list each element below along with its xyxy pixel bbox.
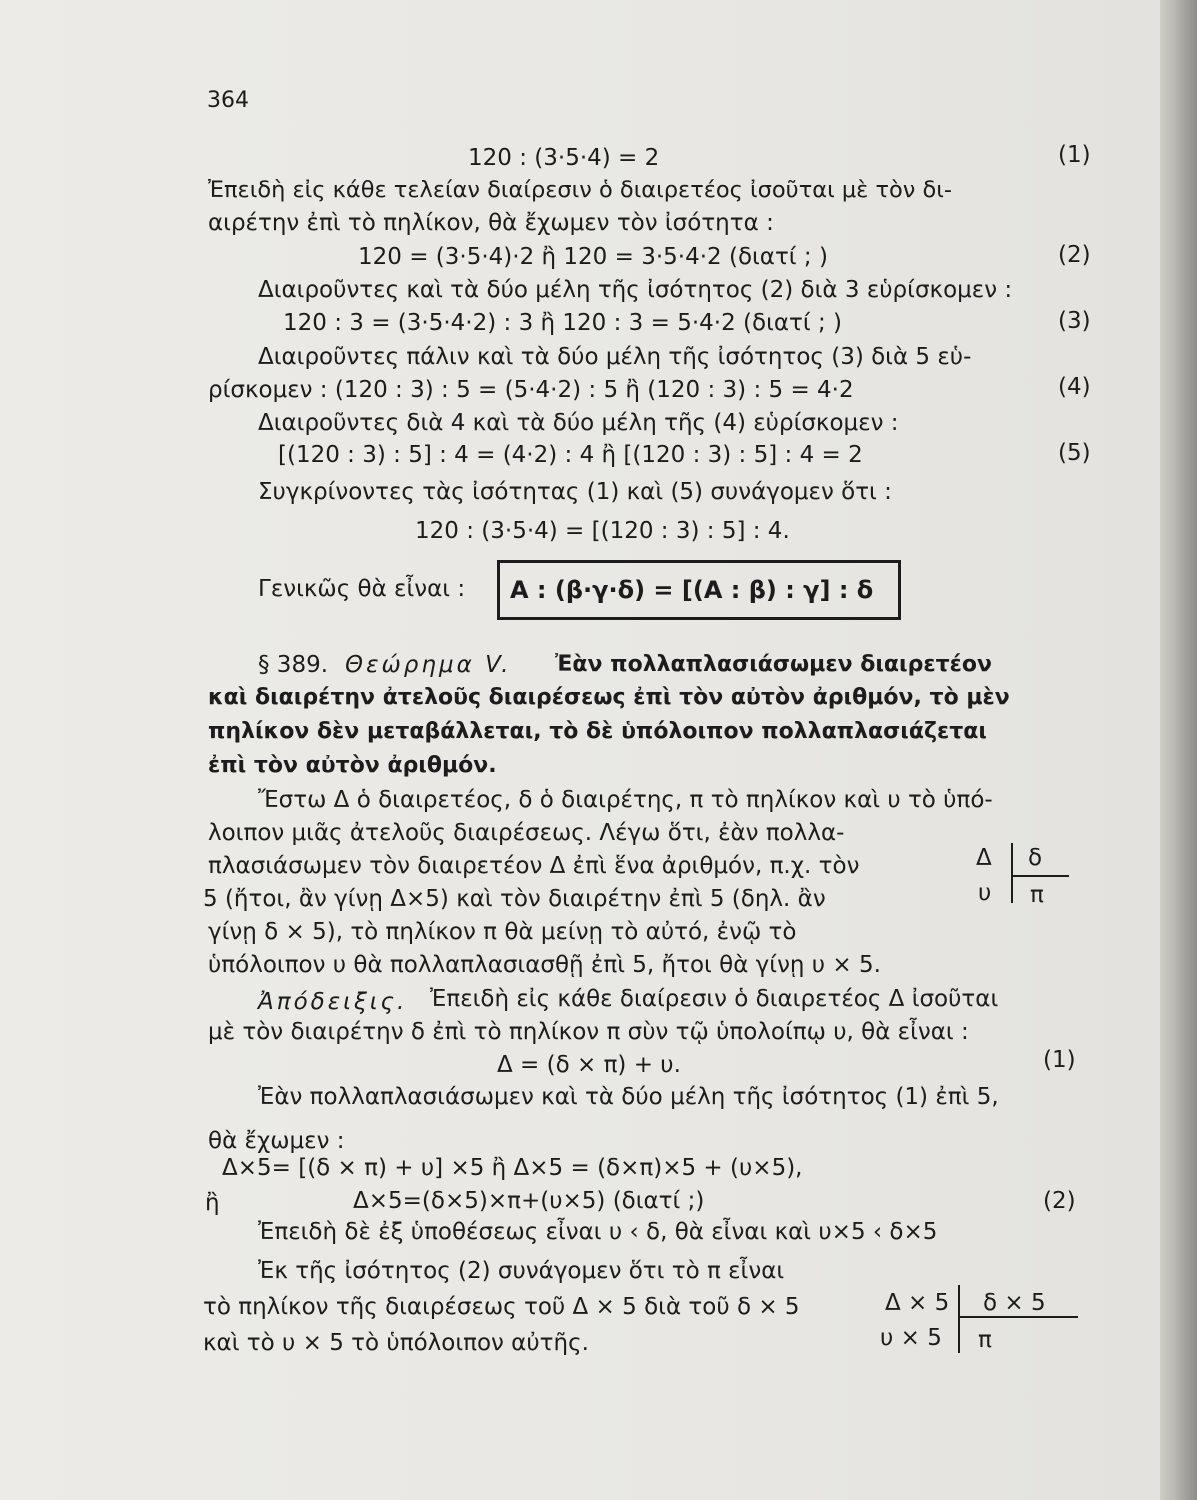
scheme2-divisor: δ × 5	[983, 1290, 1046, 1316]
equation-number-2: (2)	[1058, 242, 1091, 268]
scheme-horizontal-rule	[1011, 875, 1069, 877]
page-number: 364	[207, 88, 249, 113]
scheme-divisor: δ	[1028, 845, 1043, 871]
equation-number-5: (5)	[1058, 440, 1091, 466]
scheme-remainder: υ	[978, 880, 992, 906]
text-line: Ἐπειδὴ δὲ ἐξ ὑποθέσεως εἶναι υ ‹ δ, θὰ εἶναι καὶ υ×5 ‹ δ×5	[258, 1219, 938, 1245]
text-line: τὸ πηλίκον τῆς διαιρέσεως τοῦ Δ × 5 διὰ τοῦ δ × 5	[203, 1294, 800, 1320]
text-line: Ἐπειδὴ εἰς κάθε διαίρεσιν ὁ διαιρετέος Δ ἰσοῦται	[430, 986, 999, 1012]
text-line: Διαιροῦντες διὰ 4 καὶ τὰ δύο μέλη τῆς (4) εὑρίσκομεν :	[258, 410, 899, 436]
text-line: ὑπόλοιπον υ θὰ πολλαπλασιασθῇ ἐπὶ 5, ἤτοι θὰ γίνῃ υ × 5.	[208, 952, 881, 978]
page-edge-shadow	[1160, 0, 1197, 1500]
text-line: λοιπον μιᾶς ἀτελοῦς διαιρέσεως. Λέγω ὅτι, ἐὰν πολλα-	[208, 820, 845, 846]
scheme2-quotient: π	[978, 1327, 992, 1353]
text-line: Ἐκ τῆς ἰσότητος (2) συνάγομεν ὅτι τὸ π εἶναι	[258, 1258, 785, 1284]
equation-number-4: (4)	[1058, 374, 1091, 400]
text-line: Ἐπειδὴ εἰς κάθε τελείαν διαίρεσιν ὁ διαιρετέος ἰσοῦται μὲ τὸν δι-	[208, 177, 952, 203]
equation-line-7: Δ = (δ × π) + υ.	[497, 1052, 681, 1078]
scheme2-vertical-rule	[958, 1285, 960, 1353]
proof-label: Ἀπόδειξις.	[258, 989, 408, 1015]
theorem-text: πηλίκον δὲν μεταβάλλεται, τὸ δὲ ὑπόλοιπον πολλαπλασιάζεται	[208, 719, 987, 744]
equation-number-1b: (1)	[1043, 1047, 1076, 1073]
text-line: μὲ τὸν διαιρέτην δ ἐπὶ τὸ πηλίκον π σὺν τῷ ὑπολοίπῳ υ, θὰ εἶναι :	[208, 1019, 969, 1045]
theorem-text: Ἐὰν πολλαπλασιάσωμεν διαιρετέον	[555, 652, 992, 677]
text-line: γίνῃ δ × 5), τὸ πηλίκον π θὰ μείνῃ τὸ αὐτό, ἐνῷ τὸ	[208, 919, 797, 945]
text-line: πλασιάσωμεν τὸν διαιρετέον Δ ἐπὶ ἕνα ἀριθμόν, π.χ. τὸν	[208, 853, 860, 879]
text-line: Γενικῶς θὰ εἶναι :	[258, 576, 466, 602]
boxed-formula-text: Α : (β·γ·δ) = [(Α : β) : γ] : δ	[510, 576, 874, 604]
text-line: 5 (ἤτοι, ἂν γίνῃ Δ×5) καὶ τὸν διαιρέτην ἐπὶ 5 (δηλ. ἂν	[203, 886, 826, 912]
equation-line-5: [(120 : 3) : 5] : 4 = (4·2) : 4 ἢ [(120 : 3) : 5] : 4 = 2	[278, 442, 863, 468]
equation-line-9: Δ×5=(δ×5)×π+(υ×5) (διατί ;)	[353, 1188, 705, 1214]
equation-or: ἢ	[205, 1190, 220, 1216]
text-line: Ἔστω Δ ὁ διαιρετέος, δ ὁ διαιρέτης, π τὸ πηλίκον καὶ υ τὸ ὑπό-	[258, 787, 993, 813]
text-line: Συγκρίνοντες τὰς ἰσότητας (1) καὶ (5) συνάγομεν ὅτι :	[258, 479, 892, 505]
equation-line-3: 120 : 3 = (3·5·4·2) : 3 ἢ 120 : 3 = 5·4·2 (διατί ; )	[283, 310, 843, 336]
scheme2-horizontal-rule	[958, 1316, 1078, 1318]
equation-number-1: (1)	[1058, 142, 1091, 168]
text-line: Διαιροῦντες καὶ τὰ δύο μέλη τῆς ἰσότητος (2) διὰ 3 εὑρίσκομεν :	[258, 277, 1013, 303]
text-line: Διαιροῦντες πάλιν καὶ τὰ δύο μέλη τῆς ἰσότητος (3) διὰ 5 εὑ-	[258, 344, 972, 370]
boxed-formula	[497, 560, 901, 620]
text-line: καὶ τὸ υ × 5 τὸ ὑπόλοιπον αὐτῆς.	[203, 1330, 589, 1356]
text-line: αιρέτην ἐπὶ τὸ πηλίκον, θὰ ἔχωμεν τὸν ἰσότητα :	[208, 210, 774, 236]
scheme2-dividend: Δ × 5	[885, 1290, 950, 1316]
scheme2-remainder: υ × 5	[880, 1325, 942, 1351]
section-number: § 389.	[258, 652, 329, 678]
equation-line-4: ρίσκομεν : (120 : 3) : 5 = (5·4·2) : 5 ἢ (120 : 3) : 5 = 4·2	[208, 377, 854, 403]
equation-line-8: Δ×5= [(δ × π) + υ] ×5 ἢ Δ×5 = (δ×π)×5 + (υ×5),	[222, 1155, 803, 1181]
equation-number-3: (3)	[1058, 308, 1091, 334]
theorem-text: καὶ διαιρέτην ἀτελοῦς διαιρέσεως ἐπὶ τὸν αὐτὸν ἀριθμόν, τὸ μὲν	[208, 685, 1010, 710]
scheme-dividend: Δ	[976, 845, 992, 871]
theorem-label: Θεώρημα V.	[345, 652, 512, 678]
equation-number-2b: (2)	[1043, 1188, 1076, 1214]
equation-line-2: 120 = (3·5·4)·2 ἢ 120 = 3·5·4·2 (διατί ; )	[358, 244, 828, 270]
text-line: θὰ ἔχωμεν :	[208, 1128, 345, 1154]
theorem-text: ἐπὶ τὸν αὐτὸν ἀριθμόν.	[208, 753, 497, 778]
equation-line-6: 120 : (3·5·4) = [(120 : 3) : 5] : 4.	[415, 518, 790, 544]
equation-line-1: 120 : (3·5·4) = 2	[468, 145, 660, 171]
scheme-quotient: π	[1030, 882, 1044, 908]
scheme-vertical-rule	[1011, 843, 1013, 903]
text-line: Ἐὰν πολλαπλασιάσωμεν καὶ τὰ δύο μέλη τῆς ἰσότητος (1) ἐπὶ 5,	[258, 1084, 999, 1110]
